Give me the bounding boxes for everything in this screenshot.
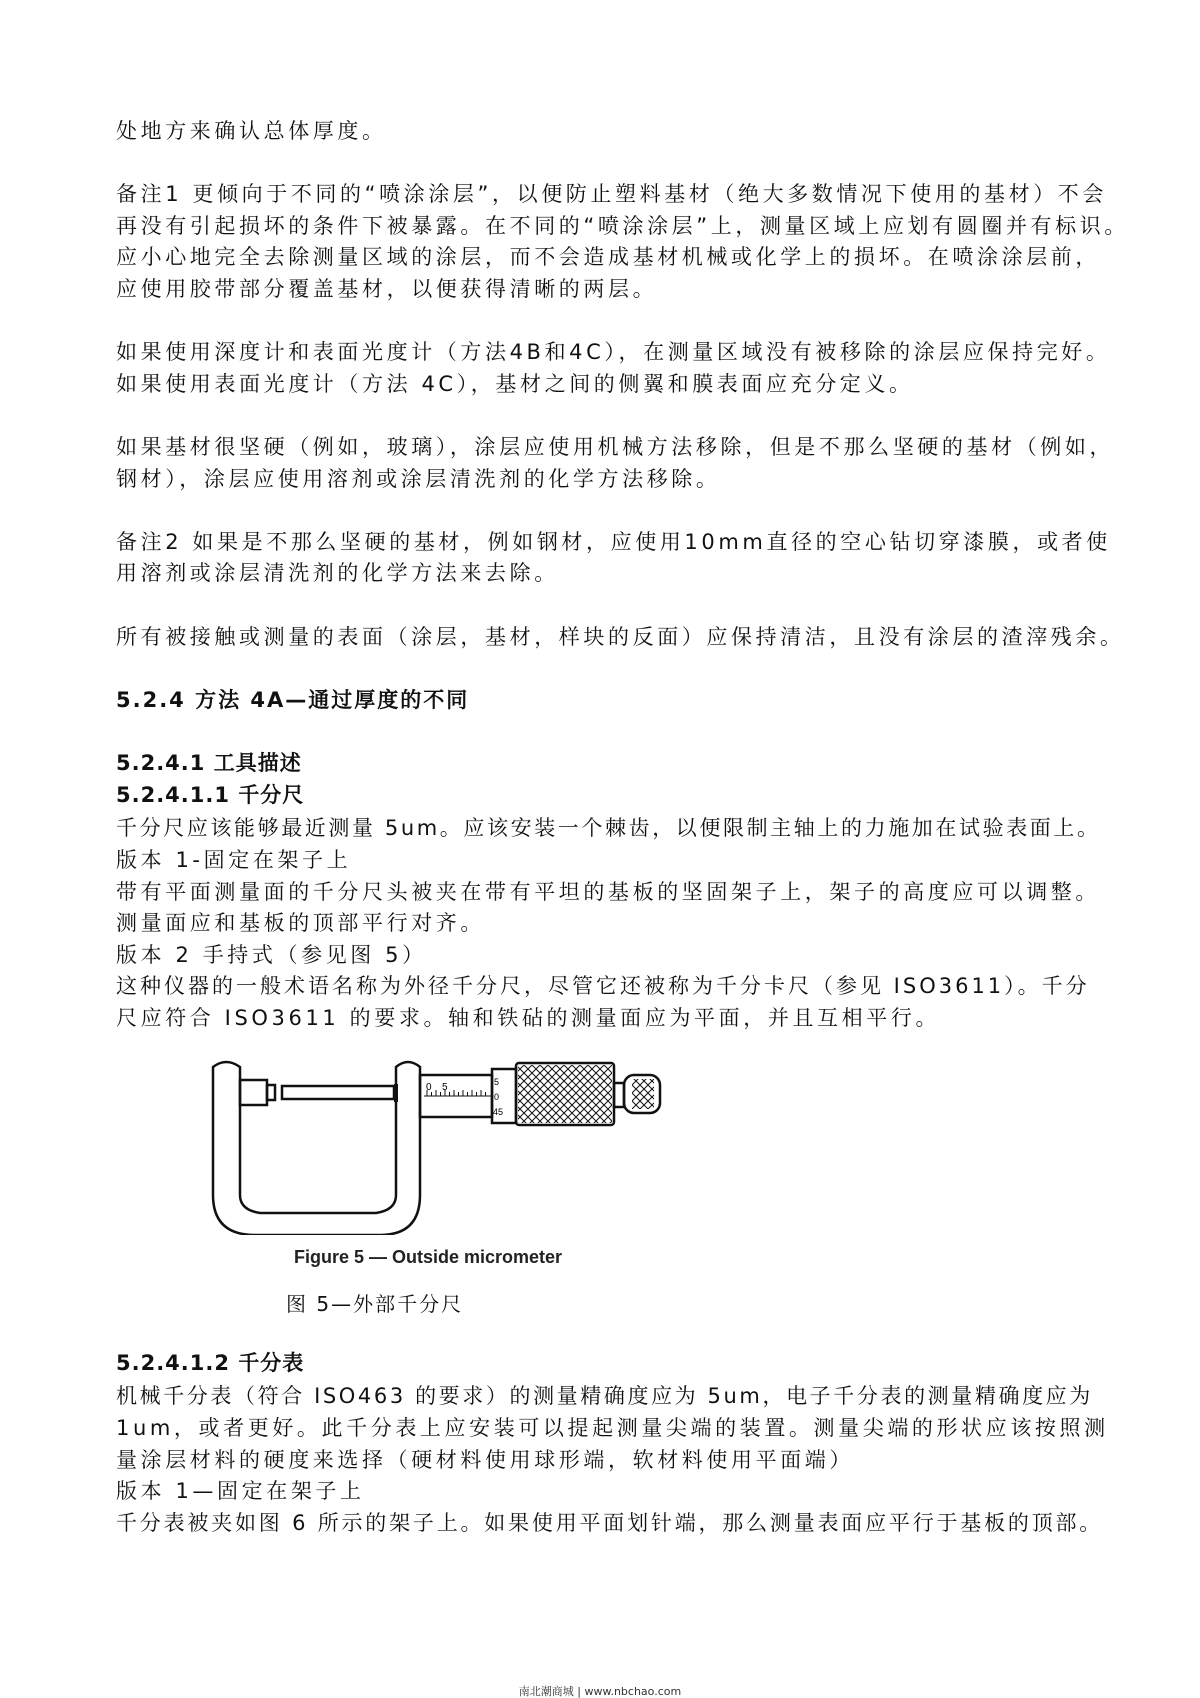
section-heading: 5.2.4 方法 4A—通过厚度的不同 bbox=[116, 688, 470, 712]
paragraph-line: 千分表被夹如图 6 所示的架子上。如果使用平面划针端，那么测量表面应平行于基板的顶部。 bbox=[116, 1511, 1104, 1535]
paragraph-line: 如果使用表面光度计（方法 4C），基材之间的侧翼和膜表面应充分定义。 bbox=[116, 372, 914, 396]
paragraph-line: 1um，或者更好。此千分表上应安装可以提起测量尖端的装置。测量尖端的形状应该按照测 bbox=[116, 1416, 1109, 1440]
paragraph-line: 带有平面测量面的千分尺头被夹在带有平坦的基板的坚固架子上，架子的高度应可以调整。 bbox=[116, 880, 1100, 904]
micrometer-figure bbox=[200, 1045, 680, 1235]
paragraph-line: 这种仪器的一般术语名称为外径千分尺，尽管它还被称为千分卡尺（参见 ISO3611）。千分 bbox=[116, 974, 1090, 998]
scale-label: 5 bbox=[494, 1077, 500, 1087]
note1-line: 应小心地完全去除测量区域的涂层，而不会造成基材机械或化学上的损坏。在喷涂涂层前， bbox=[116, 245, 1100, 269]
figure-caption-english: Figure 5 — Outside micrometer bbox=[294, 1247, 563, 1267]
note1-line: 再没有引起损坏的条件下被暴露。在不同的“喷涂涂层”上，测量区域上应划有圆圈并有标识。 bbox=[116, 214, 1129, 238]
note2-line: 备注2 如果是不那么坚硬的基材，例如钢材，应使用10mm直径的空心钻切穿漆膜，或者使 bbox=[116, 530, 1111, 554]
paragraph-line: 量涂层材料的硬度来选择（硬材料使用球形端，软材料使用平面端） bbox=[116, 1448, 854, 1472]
spindle bbox=[282, 1086, 394, 1099]
paragraph-line: 处地方来确认总体厚度。 bbox=[116, 119, 387, 143]
ratchet-neck bbox=[614, 1083, 624, 1107]
paragraph-line: 尺应符合 ISO3611 的要求。轴和铁砧的测量面应为平面，并且互相平行。 bbox=[116, 1006, 941, 1030]
frame-outer bbox=[213, 1062, 420, 1235]
subsection-heading: 5.2.4.1 工具描述 bbox=[116, 751, 302, 775]
note2-line: 用溶剂或涂层清洗剂的化学方法来去除。 bbox=[116, 561, 559, 585]
paragraph-line: 版本 2 手持式（参见图 5） bbox=[116, 943, 427, 967]
paragraph-line: 钢材），涂层应使用溶剂或涂层清洗剂的化学方法移除。 bbox=[116, 467, 721, 491]
scale-label: 0 bbox=[494, 1092, 500, 1102]
paragraph-line: 版本 1-固定在架子上 bbox=[116, 848, 352, 872]
anvil-tip bbox=[267, 1085, 275, 1100]
subsection-heading: 5.2.4.1.2 千分表 bbox=[116, 1351, 305, 1375]
note1-line: 应使用胶带部分覆盖基材，以便获得清晰的两层。 bbox=[116, 277, 658, 301]
paragraph-line: 机械千分表（符合 ISO463 的要求）的测量精确度应为 5um，电子千分表的测量精确度应为 bbox=[116, 1384, 1093, 1408]
scale-label: 0 bbox=[426, 1082, 432, 1093]
paragraph-line: 如果基材很坚硬（例如，玻璃），涂层应使用机械方法移除，但是不那么坚硬的基材（例如， bbox=[116, 435, 1115, 459]
subsection-heading: 5.2.4.1.1 千分尺 bbox=[116, 783, 305, 807]
scale-label: 45 bbox=[493, 1107, 504, 1117]
figure-caption-chinese: 图 5—外部千分尺 bbox=[286, 1292, 464, 1316]
paragraph-line: 版本 1—固定在架子上 bbox=[116, 1479, 365, 1503]
paragraph-line: 测量面应和基板的顶部平行对齐。 bbox=[116, 911, 485, 935]
note1-line: 备注1 更倾向于不同的“喷涂涂层”，以便防止塑料基材（绝大多数情况下使用的基材）不会 bbox=[116, 182, 1107, 206]
paragraph-line: 所有被接触或测量的表面（涂层，基材，样块的反面）应保持清洁，且没有涂层的渣滓残余。 bbox=[116, 625, 1125, 649]
paragraph-line: 千分尺应该能够最近测量 5um。应该安装一个棘齿，以便限制主轴上的力施加在试验表面上。 bbox=[116, 816, 1101, 840]
footer-watermark: 南北潮商城 | www.nbchao.com bbox=[518, 1685, 682, 1698]
scale-label: 5 bbox=[442, 1082, 448, 1093]
anvil-block bbox=[240, 1080, 267, 1105]
paragraph-line: 如果使用深度计和表面光度计（方法4B和4C），在测量区域没有被移除的涂层应保持完好。 bbox=[116, 340, 1111, 364]
